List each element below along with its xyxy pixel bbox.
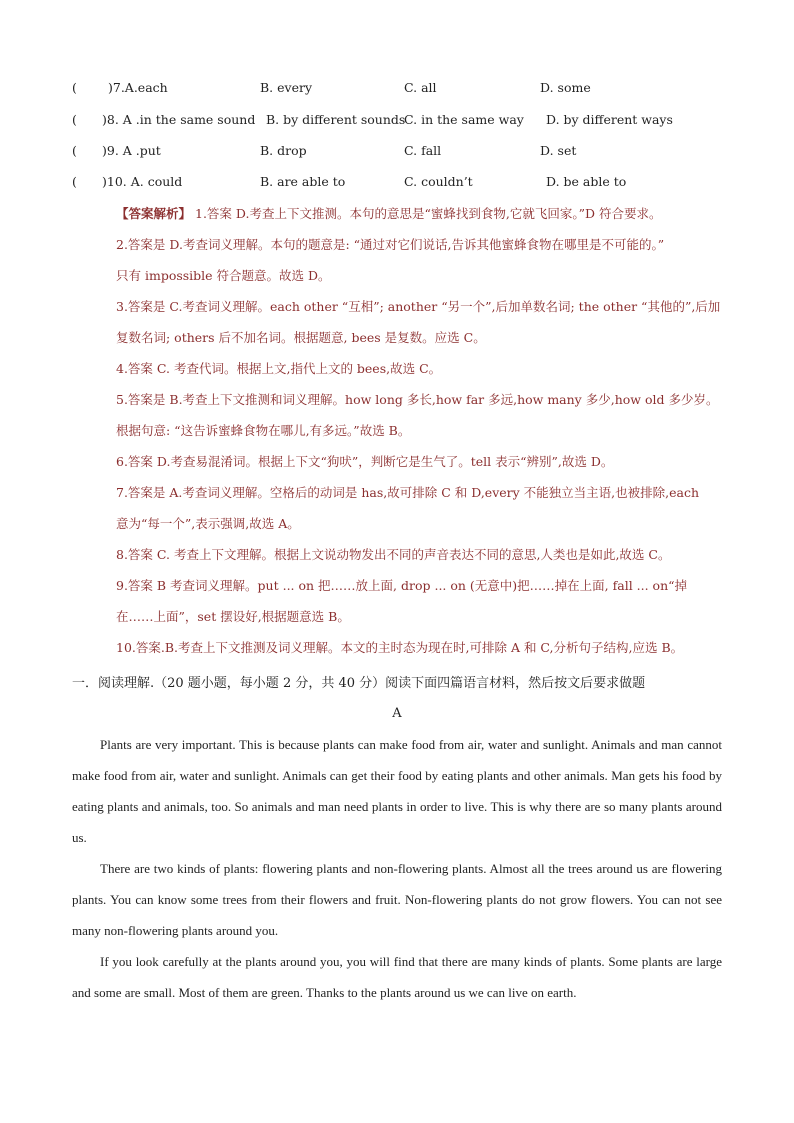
answer-line-10: 10.答案.B.考查上下文推测及词义理解。本文的主时态为现在时,可排除 A 和 C,分析句子结构,应选 B。 [116, 640, 684, 655]
option-a: )10. A. could [102, 174, 183, 189]
answer-label: 【答案解析】 [116, 206, 192, 221]
passage-paragraph-3: If you look carefully at the plants around you, you will find that there are many kinds of plants. Some plants are large and some are small. Most of them are green. Thanks to the plants around us we can live on earth. [72, 954, 722, 1000]
question-paren: ( [72, 112, 77, 127]
answer-line-9: 9.答案 B 考查词义理解。put ... on 把……放上面, drop ... on (无意中)把……掉在上面, fall ... on“掉 [116, 578, 688, 593]
question-paren: ( [72, 143, 77, 158]
question-paren: ( [72, 80, 77, 95]
option-d: D. by different ways [546, 112, 673, 127]
answer-line-7b: 意为“每一个”,表示强调,故选 A。 [116, 516, 300, 531]
question-paren: ( [72, 174, 77, 189]
option-c: C. all [404, 80, 437, 95]
option-a: )9. A .put [102, 143, 161, 158]
answer-line-5: 5.答案是 B.考查上下文推测和词义理解。how long 多长,how far 多远,how many 多少,how old 多少岁。 [116, 392, 719, 407]
option-b: B. by different sounds [266, 112, 406, 127]
option-b: B. every [260, 80, 313, 95]
answer-line-4: 4.答案 C. 考查代词。根据上文,指代上文的 bees,故选 C。 [116, 361, 442, 376]
option-a: )7.A.each [108, 80, 168, 95]
answer-line-7: 7.答案是 A.考查词义理解。空格后的动词是 has,故可排除 C 和 D,every 不能独立当主语,也被排除,each [116, 485, 700, 500]
option-c: C. couldn’t [404, 174, 473, 189]
answer-line-9b: 在……上面”，set 摆设好,根据题意选 B。 [116, 609, 350, 624]
option-d: D. be able to [546, 174, 627, 189]
option-b: B. drop [260, 143, 307, 158]
option-d: D. some [540, 80, 591, 95]
answer-line-2: 2.答案是 D.考查词义理解。本句的题意是: “通过对它们说话,告诉其他蜜蜂食物在哪里是不可能的。” [116, 237, 665, 252]
answer-line-5b: 根据句意: “这告诉蜜蜂食物在哪儿,有多远。”故选 B。 [116, 423, 411, 438]
answer-line-3b: 复数名词; others 后不加名词。根据题意, bees 是复数。应选 C。 [116, 330, 486, 345]
option-c: C. in the same way [404, 112, 524, 127]
answer-line-2b: 只有 impossible 符合题意。故选 D。 [116, 268, 331, 283]
answer-text: 1.答案 D.考查上下文推测。本句的意思是“蜜蜂找到食物,它就飞回家。”D 符合要求。 [195, 206, 662, 221]
option-c: C. fall [404, 143, 442, 158]
passage-paragraph-1: Plants are very important. This is because plants can make food from air, water and sunlight. Animals and man cannot make food from air, water and sunlight. Animals can get their food by eating plants and other animals. Man gets his food by eating plants and animals, too. So animals and man need plants in order to live. This is why there are so many plants around us. [72, 737, 722, 845]
answer-line-6: 6.答案 D.考查易混淆词。根据上下文“狗吠”，判断它是生气了。tell 表示“辨别”,故选 D。 [116, 454, 614, 469]
answer-line-8: 8.答案 C. 考查上下文理解。根据上文说动物发出不同的声音表达不同的意思,人类也是如此,故选 C。 [116, 547, 671, 562]
passage-body [72, 729, 722, 1008]
option-a: )8. A .in the same sound [102, 112, 256, 127]
answer-line-3: 3.答案是 C.考查词义理解。each other “互相”; another “另一个”,后加单数名词; the other “其他的”,后加 [116, 299, 721, 314]
answer-line-1 [116, 204, 661, 224]
passage-paragraph-2: There are two kinds of plants: flowering plants and non-flowering plants. Almost all the trees around us are flowering plants. You can know some trees from their flowers and fruit. Non-flowering plants do not grow flowers. You can not see many non-flowering plants around you. [72, 861, 722, 938]
option-b: B. are able to [260, 174, 346, 189]
passage-title: A [392, 706, 402, 721]
option-d: D. set [540, 143, 577, 158]
section-heading: 一．阅读理解.（20 题小题，每小题 2 分，共 40 分）阅读下面四篇语言材料，然后按文后要求做题 [72, 676, 646, 691]
